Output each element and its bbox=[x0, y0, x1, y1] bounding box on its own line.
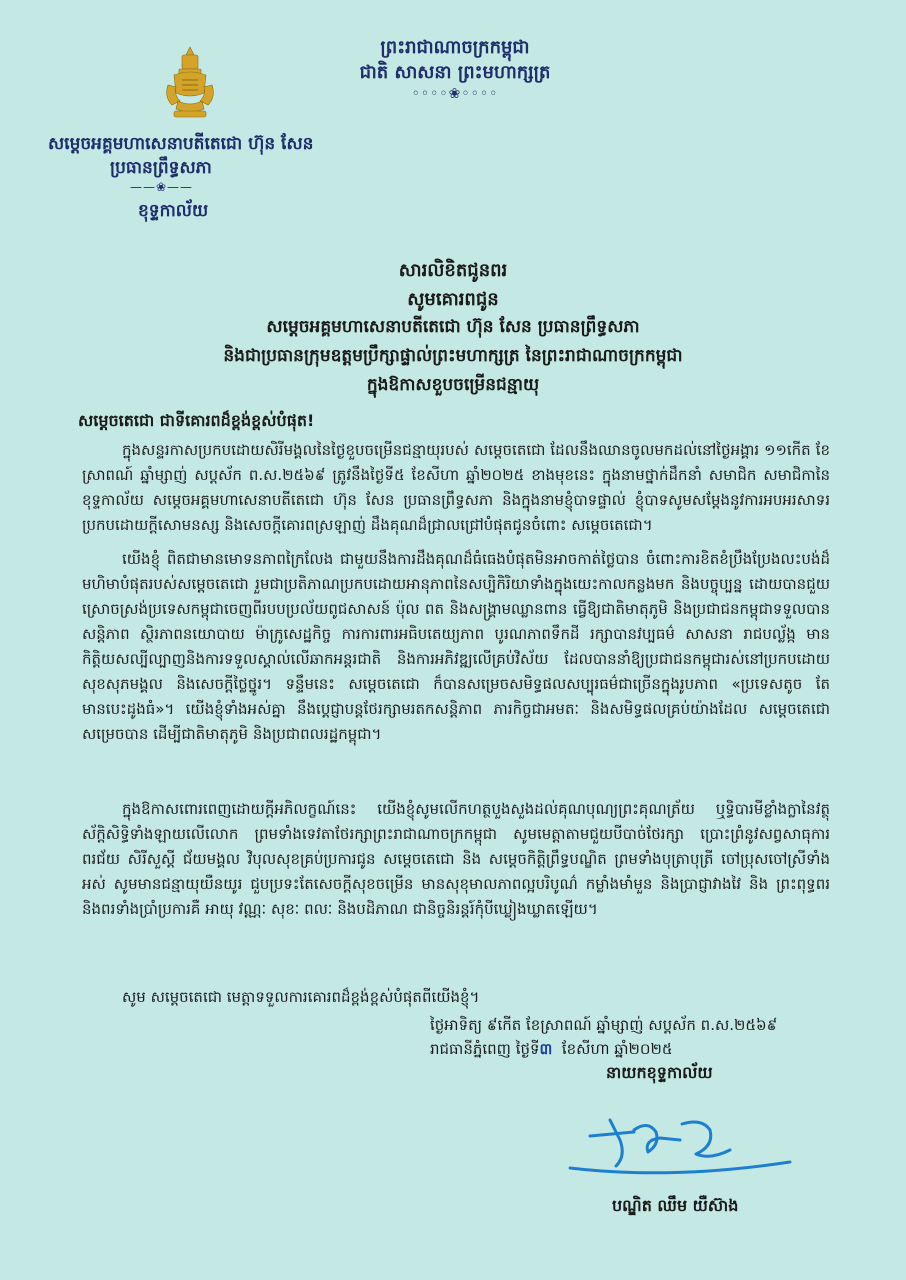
place-date bbox=[430, 1037, 673, 1061]
place-date-prefix: រាជធានីភ្នំពេញ ថ្ងៃទី bbox=[430, 1040, 540, 1058]
paragraph-text: ក្នុងសន្ទរកាសប្រកបដោយសិរីមង្គលនៃថ្ងៃខួបចម្រើនជន្មាយុរបស់ សម្ដេចតេជោ ដែលនឹងឈានចូលមកដល់នៅថ្ងៃអង្គារ ១១កើត ខែស្រាពណ៍ ឆ្នាំម្សាញ់ សប្តស័ក ព.ស.២៥៦៩ ត្រូវនឹងថ្ងៃទី៥ ខែសីហា ឆ្នាំ២០២៥ ខាងមុខនេះ ក្នុងនាមថ្នាក់ដឹកនាំ សមាជិក សមាជិកានៃខុទ្ទកាល័យ សម្ដេចអគ្គមហាសេនាបតីតេជោ ហ៊ុន សែន ប្រធានព្រឹទ្ធសភា និងក្នុងនាមខ្ញុំបាទផ្ទាល់ ខ្ញុំបាទសូមសម្ដែងនូវការអបអរសាទរប្រកបដោយក្ដីសោមនស្ស និងសេចក្ដីគោរពស្រឡាញ់ ដឹងគុណដ៏ជ្រាលជ្រៅបំផុតជូនចំពោះ សម្ដេចតេជោ។ bbox=[82, 441, 830, 534]
royal-emblem bbox=[160, 45, 220, 125]
signer-title: នាយកខុទ្ទកាល័យ bbox=[606, 1063, 713, 1082]
body-paragraph-1 bbox=[82, 438, 830, 544]
salutation: សម្ដេចតេជោ ជាទីគោរពដ៏ខ្ពង់ខ្ពស់បំផុត! bbox=[78, 411, 315, 430]
paragraph-text: យើងខ្ញុំ ពិតជាមានមោទនភាពក្រៃលែង ជាមួយនឹងការដឹងគុណដ៏ធំធេងបំផុតមិនអាចកាត់ថ្លៃបាន ចំពោះការខិតខំប្រឹងប្រែងលះបង់ដ៏មហិមាបំផុតរបស់សម្ដេចតេជោ រួមជាប្រតិភាណប្រកបដោយអានុភាពនៃសប្បិកិរិយាទាំងក្នុងយេះកាលកន្លងមក និងបច្ចុប្បន្ន ដោយបានជួយស្រោចស្រង់ប្រទេសកម្ពុជាចេញពីរបបប្រល័យពូជសាសន៍ ប៉ុល ពត និងសង្គ្រាមឈ្លានពាន ធ្វើឱ្យជាតិមាតុភូមិ និងប្រជាជនកម្ពុជាទទួលបានសន្តិភាព ស្ថិរភាពនយោបាយ ម៉ាក្រូសេដ្ឋកិច្ច ការការពារអធិបតេយ្យភាព បូរណភាពទឹកដី រក្សាបានវប្បធម៌ សាសនា រាជបល្ល័ង្ក មានកិត្តិយសល្បីល្បាញនិងការទទួលស្គាល់លើឆាកអន្តរជាតិ និងការអភិវឌ្ឍលើគ្រប់វិស័យ ដែលបាននាំឱ្យប្រជាជនកម្ពុជារស់នៅប្រកបដោយសុខសុភមង្គល និងសេចក្ដីថ្លៃថ្នូរ។ ទន្ទឹមនេះ សម្ដេចតេជោ ក៏បានសម្រេចសមិទ្ធផលសប្បុរធម៌ជាច្រើនក្នុងរូបភាព «ប្រទេសតូច តែមានបេះដូងធំ»។ យើងខ្ញុំទាំងអស់គ្នា នឹងប្ដេជ្ញាបន្តថែរក្សាមរតកសន្តិភាព ភារកិច្ចជាអមតៈ និងសមិទ្ធផលគ្រប់យ៉ាងដែល សម្ដេចតេជោ សម្រេចបាន ដើម្បីជាតិមាតុភូមិ និងប្រជាពលរដ្ឋកម្ពុជា។ bbox=[82, 550, 830, 743]
paragraph-text: ក្នុងឱកាសពោរពេញដោយក្ដីអភិលក្ខណ៍នេះ យើងខ្ញុំសូមលើកហត្ថបួងសួងដល់គុណបុណ្យព្រះគុណត្រ័យ ឬទ្ធិបារមីខ្លាំងក្លានៃវត្ថុស័ក្តិសិទ្ធិទាំងឡាយលើលោក ព្រមទាំងទេវតាថែរក្សាព្រះរាជាណាចក្រកម្ពុជា សូមមេត្តាតាមជួយបីបាច់ថែរក្សា ប្រោះព្រំនូវសព្វសាធុការពរជ័យ សិរីសួស្ដី ជ័យមង្គល វិបុលសុខគ្រប់ប្រការជូន សម្ដេចតេជោ និង សម្ដេចកិត្តិព្រឹទ្ធបណ្ឌិត ព្រមទាំងបុត្រាបុត្រី ចៅប្រុសចៅស្រីទាំងអស់ សូមមានជន្មាយុយឺនយូរ ជួបប្រទះតែសេចក្ដីសុខចម្រើន មានសុខុមាលភាពល្អបរិបូណ៌ កម្លាំងមាំមួន និងប្រាជ្ញាវាងវៃ និង ព្រះពុទ្ធពរ និងពរទាំងប្រាំប្រការគឺ អាយុ វណ្ណៈ សុខៈ ពលៈ និងបដិភាណ ជានិច្ចនិរន្តរ៍កុំបីឃ្លៀងឃ្លាតឡើយ។ bbox=[82, 800, 830, 918]
signer-name: បណ្ឌិត ឈឹម យឺស៊ាង bbox=[612, 1196, 739, 1215]
sender-ornament: ——❀—— bbox=[130, 180, 194, 194]
lunar-date: ថ្ងៃអាទិត្យ ៩កើត ខែស្រាពណ៍ ឆ្នាំម្សាញ់ សប្តស័ក ព.ស.២៥៦៩ bbox=[430, 1016, 778, 1034]
body-paragraph-2 bbox=[82, 547, 830, 793]
header-ornament: ◦◦◦◦❀◦◦◦◦ bbox=[411, 86, 499, 102]
letter-subtitle: សូមគោរពជូន bbox=[407, 289, 499, 310]
sender-title: ប្រធានព្រឹទ្ធសភា bbox=[110, 158, 212, 178]
place-date-day: ៣ bbox=[539, 1040, 553, 1058]
occasion-line: ក្នុងឱកាសខួបចម្រើនជន្មាយុ bbox=[366, 375, 540, 395]
place-date-suffix: ខែសីហា ឆ្នាំ២០២៥ bbox=[561, 1040, 673, 1058]
national-motto: ជាតិ សាសនា ព្រះមហាក្សត្រ bbox=[359, 62, 551, 83]
kingdom-name: ព្រះរាជាណាចក្រកម្ពុជា bbox=[380, 37, 530, 58]
body-paragraph-3 bbox=[82, 797, 830, 977]
letter-title: សារលិខិតជូនពរ bbox=[398, 260, 508, 281]
recipient-line: សម្ដេចអគ្គមហាសេនាបតីតេជោ ហ៊ុន សែន ប្រធានព្រឹទ្ធសភា bbox=[266, 317, 640, 337]
body-paragraph-4 bbox=[82, 985, 830, 1011]
recipient-role-line: និងជាប្រធានក្រុមឧត្ដមប្រឹក្សាផ្ទាល់ព្រះមហាក្សត្រ នៃព្រះរាជាណាចក្រកម្ពុជា bbox=[223, 346, 683, 366]
sender-name: សម្ដេចអគ្គមហាសេនាបតីតេជោ ហ៊ុន សែន bbox=[48, 134, 314, 154]
office-name: ខុទ្ទកាល័យ bbox=[138, 201, 209, 221]
signature bbox=[560, 1110, 800, 1190]
paragraph-text: សូម សម្ដេចតេជោ មេត្តាទទួលការគោរពដ៏ខ្ពង់ខ្ពស់បំផុតពីយើងខ្ញុំ។ bbox=[122, 988, 480, 1006]
